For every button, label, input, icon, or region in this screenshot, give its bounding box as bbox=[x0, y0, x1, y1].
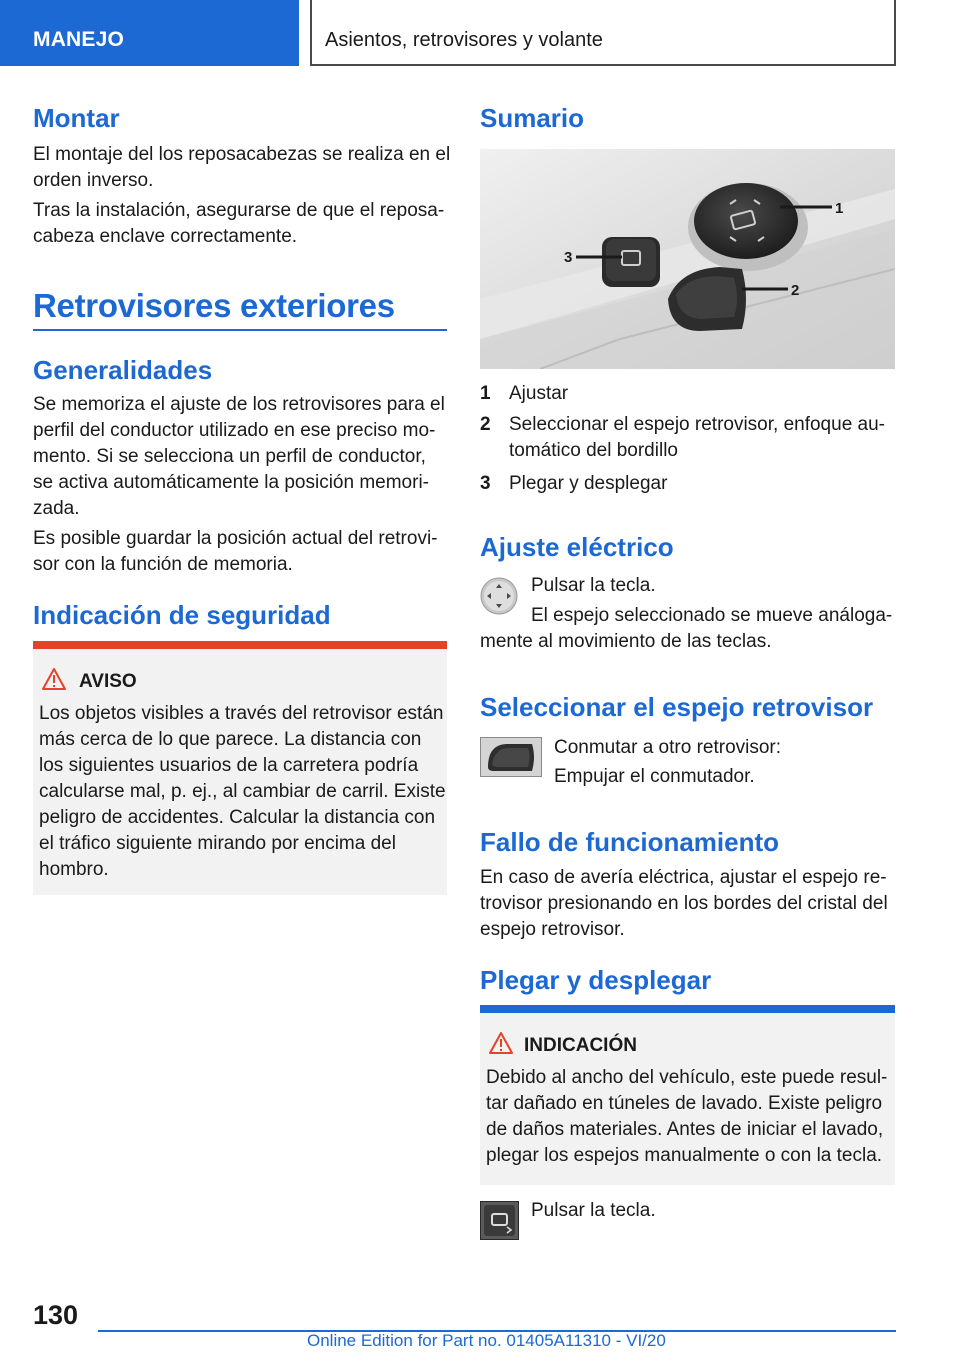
page-number: 130 bbox=[33, 1300, 79, 1330]
section-title: Asientos, retrovisores y volante bbox=[325, 29, 603, 51]
plegar-instruction: Pulsar la tecla. bbox=[531, 1200, 656, 1221]
mirror-adjust-pad-icon bbox=[480, 577, 518, 615]
mirror-fold-button-icon bbox=[480, 1201, 519, 1240]
callout-2: 2 bbox=[791, 282, 800, 299]
warning-bar bbox=[33, 641, 447, 649]
heading-retrovisores-exteriores: Retrovisores exteriores bbox=[33, 287, 395, 324]
text-line: trovisor presionando en los bordes del cristal del bbox=[480, 893, 888, 914]
text-line: tar dañado en túneles de lavado. Existe peligro bbox=[486, 1093, 883, 1114]
heading-ajuste-electrico: Ajuste eléctrico bbox=[480, 532, 674, 562]
item-text bbox=[509, 412, 885, 464]
text-line: perfil del conductor utilizado en ese preciso mo‐ bbox=[33, 420, 436, 441]
seleccionar-text-2: Empujar el conmutador. bbox=[554, 766, 755, 787]
callout-3: 3 bbox=[564, 249, 573, 266]
warning-triangle-icon bbox=[41, 667, 67, 691]
heading-indicacion-seguridad: Indicación de seguridad bbox=[33, 600, 331, 630]
section-header bbox=[311, 0, 896, 66]
heading-generalidades: Generalidades bbox=[33, 355, 213, 385]
warning-title: AVISO bbox=[79, 671, 137, 692]
note-box-indicacion bbox=[480, 1005, 895, 1185]
text-line: El montaje del los reposacabezas se realiza en el bbox=[33, 144, 451, 165]
text-line: Debido al ancho del vehículo, este puede resul‐ bbox=[486, 1067, 888, 1088]
note-text bbox=[486, 1065, 893, 1169]
note-bar bbox=[480, 1005, 895, 1013]
mirror-controls-photo bbox=[480, 149, 895, 369]
callout-1: 1 bbox=[835, 200, 844, 217]
text-line: de daños materiales. Antes de iniciar el lavado, bbox=[486, 1119, 884, 1140]
ajuste-text-2: mente al movimiento de las teclas. bbox=[480, 631, 772, 652]
warning-box-aviso bbox=[33, 641, 447, 895]
chapter-label: MANEJO bbox=[33, 28, 125, 51]
generalidades-paragraph-2 bbox=[33, 526, 447, 578]
montar-paragraph-1 bbox=[33, 142, 451, 194]
item-number: 1 bbox=[480, 383, 491, 404]
text-line: el tráfico siguiente mirando por encima del bbox=[39, 833, 396, 854]
ajuste-instruction: Pulsar la tecla. bbox=[531, 575, 656, 596]
item-text: Ajustar bbox=[509, 383, 569, 404]
heading-montar: Montar bbox=[33, 103, 120, 133]
montar-paragraph-2 bbox=[33, 198, 447, 250]
text-line: calcularse mal, p. ej., al cambiar de carril. Existe bbox=[39, 781, 446, 802]
text-line: peligro de accidentes. Calcular la distancia con bbox=[39, 807, 436, 828]
footer-edition: Online Edition for Part no. 01405A11310 - VI/20 bbox=[307, 1331, 666, 1350]
text-line: tomático del bordillo bbox=[509, 440, 678, 461]
generalidades-paragraph-1 bbox=[33, 392, 447, 522]
text-line: plegar los espejos manualmente o con la tecla. bbox=[486, 1145, 883, 1166]
heading-fallo-funcionamiento: Fallo de funcionamiento bbox=[480, 827, 780, 857]
text-line: Se memoriza el ajuste de los retrovisores para el bbox=[33, 394, 445, 415]
text-line: cabeza enclave correctamente. bbox=[33, 226, 298, 247]
warning-triangle-icon bbox=[488, 1031, 514, 1055]
mirror-select-switch-icon bbox=[480, 737, 542, 777]
item-text: Plegar y desplegar bbox=[509, 473, 668, 494]
heading-seleccionar-espejo: Seleccionar el espejo retrovisor bbox=[480, 692, 874, 722]
text-line: En caso de avería eléctrica, ajustar el espejo re‐ bbox=[480, 867, 887, 888]
text-line: Es posible guardar la posición actual del retrovi‐ bbox=[33, 528, 438, 549]
warning-text bbox=[39, 701, 445, 883]
heading-plegar-desplegar: Plegar y desplegar bbox=[480, 965, 712, 995]
text-line: espejo retrovisor. bbox=[480, 919, 625, 940]
text-line: hombro. bbox=[39, 859, 109, 880]
text-line: sor con la función de memoria. bbox=[33, 554, 293, 575]
item-number: 2 bbox=[480, 414, 491, 435]
text-line: más cerca de lo que parece. La distancia con bbox=[39, 729, 422, 750]
text-line: Seleccionar el espejo retrovisor, enfoque au‐ bbox=[509, 414, 886, 435]
text-line: zada. bbox=[33, 498, 80, 519]
text-line: Los objetos visibles a través del retrovisor están bbox=[39, 703, 444, 724]
seleccionar-text-1: Conmutar a otro retrovisor: bbox=[554, 737, 782, 758]
text-line: se activa automáticamente la posición memori‐ bbox=[33, 472, 430, 493]
text-line: Tras la instalación, asegurarse de que el reposa‐ bbox=[33, 200, 445, 221]
ajuste-text-1: El espejo seleccionado se mueve análoga‐ bbox=[531, 605, 893, 626]
text-line: orden inverso. bbox=[33, 170, 154, 191]
text-line: los siguientes usuarios de la carretera podría bbox=[39, 755, 419, 776]
list-item bbox=[480, 412, 895, 468]
chapter-tab bbox=[0, 0, 299, 66]
note-title: INDICACIÓN bbox=[524, 1035, 637, 1056]
text-line: mento. Si se selecciona un perfil de conductor, bbox=[33, 446, 426, 467]
heading-sumario: Sumario bbox=[480, 103, 585, 133]
fallo-paragraph bbox=[480, 865, 895, 943]
heading-rule bbox=[33, 329, 447, 331]
item-number: 3 bbox=[480, 473, 491, 494]
